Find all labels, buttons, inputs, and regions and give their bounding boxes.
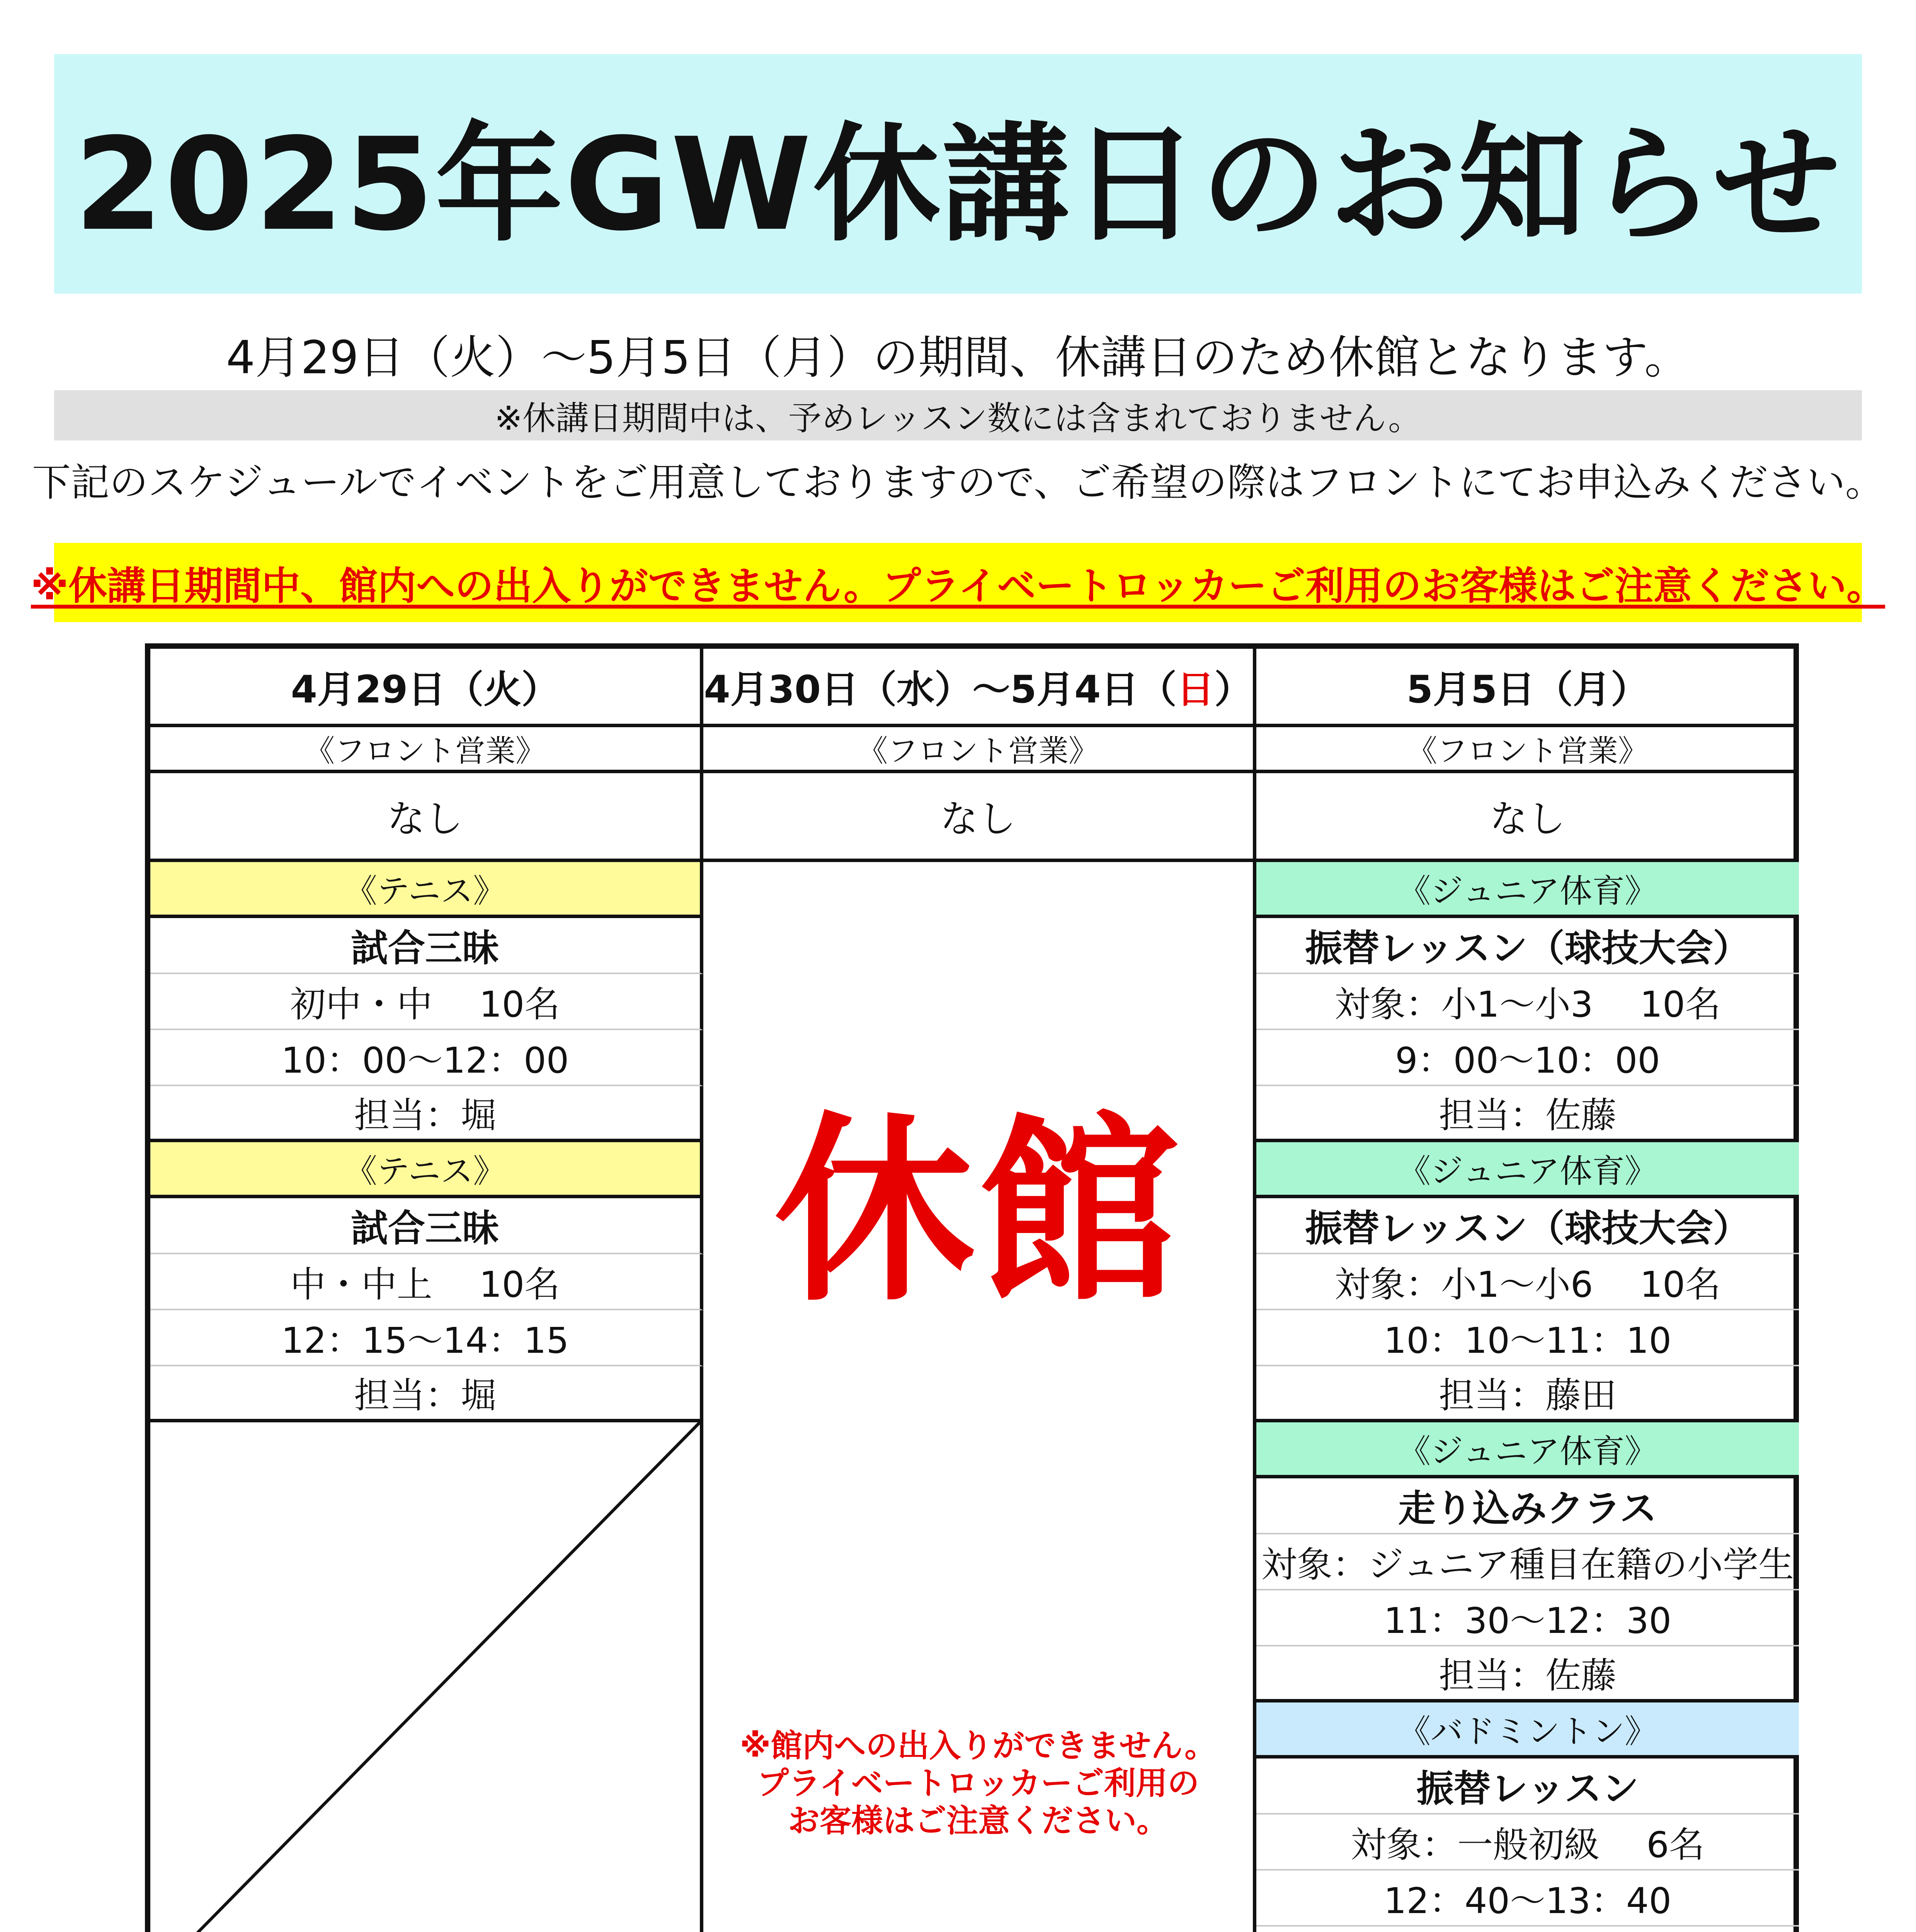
diagonal-strike: [150, 1422, 700, 1932]
event-time: 10：00～12：00: [150, 1030, 703, 1086]
front-value-col2: なし: [703, 773, 1256, 862]
event-target: 中・中上 10名: [150, 1254, 703, 1310]
event-target: 対象：ジュニア種目在籍の小学生: [1256, 1534, 1799, 1590]
event-staff: [1256, 1927, 1799, 1932]
event-title: 試合三昧: [150, 918, 703, 974]
event-title: 振替レッスン（球技大会）: [1256, 918, 1799, 974]
date-header-col1: 4月29日（火）: [150, 649, 703, 727]
intro-line-2: 下記のスケジュールでイベントをご用意しておりますので、ご希望の際はフロントにてお申込みください。: [32, 460, 1884, 505]
page-title: 2025年GW休講日のお知らせ: [74, 111, 1842, 259]
event-target: 初中・中 10名: [150, 974, 703, 1030]
tennis-category-1: 《テニス》: [150, 862, 703, 918]
locker-warning-banner: ※休講日期間中、館内への出入りができません。プライベートロッカーご利用のお客様はご注意ください。: [54, 543, 1862, 622]
event-staff: 担当：佐藤: [1256, 1646, 1799, 1702]
junior-category-2: 《ジュニア体育》: [1256, 1142, 1799, 1198]
lesson-count-note: ※休講日期間中は、予めレッスン数には含まれておりません。: [54, 390, 1862, 440]
closed-note: ※館内への出入りができません。 プライベートロッカーご利用の お客様はご注意ください。: [740, 1728, 1217, 1839]
event-time: 10：10～11：10: [1256, 1310, 1799, 1366]
sunday-marker: 日: [1176, 667, 1215, 712]
front-value-col3: なし: [1256, 773, 1799, 862]
event-title: 振替レッスン: [1256, 1759, 1799, 1815]
front-value-col1: なし: [150, 773, 703, 862]
closed-label: 休館: [774, 1095, 1182, 1329]
event-target: 対象：小1～小3 10名: [1256, 974, 1799, 1030]
front-label-col3: 《フロント営業》: [1256, 727, 1799, 773]
intro-line-1: 4月29日（火）～5月5日（月）の期間、休講日のため休館となります。: [226, 331, 1690, 384]
event-time: 9：00～10：00: [1256, 1030, 1799, 1086]
junior-category-1: 《ジュニア体育》: [1256, 862, 1799, 918]
front-label-col1: 《フロント営業》: [150, 727, 703, 773]
event-title: 振替レッスン（球技大会）: [1256, 1198, 1799, 1254]
date-header-col2: 4月30日（水）～5月4日（ 日 ）: [703, 649, 1256, 727]
tennis-category-2: 《テニス》: [150, 1142, 703, 1198]
event-staff: 担当：堀: [150, 1366, 703, 1422]
event-title: 試合三昧: [150, 1198, 703, 1254]
date-header-col3: 5月5日（月）: [1256, 649, 1799, 727]
event-time: 12：15～14：15: [150, 1310, 703, 1366]
event-target: 対象：一般初級 6名: [1256, 1815, 1799, 1871]
badminton-category: 《バドミントン》: [1256, 1702, 1799, 1759]
event-staff: 担当：佐藤: [1256, 1086, 1799, 1142]
event-title: 走り込みクラス: [1256, 1478, 1799, 1534]
front-label-col2: 《フロント営業》: [703, 727, 1256, 773]
event-staff: 担当：藤田: [1256, 1366, 1799, 1422]
event-time: 11：30～12：30: [1256, 1590, 1799, 1646]
closed-column: [703, 862, 1256, 1932]
empty-slot: [150, 1422, 703, 1932]
title-banner: [54, 54, 1862, 294]
event-target: 対象：小1～小6 10名: [1256, 1254, 1799, 1310]
event-staff: 担当：堀: [150, 1086, 703, 1142]
schedule-table: [145, 643, 1799, 1932]
event-time: 12：40～13：40: [1256, 1871, 1799, 1927]
junior-category-3: 《ジュニア体育》: [1256, 1422, 1799, 1478]
